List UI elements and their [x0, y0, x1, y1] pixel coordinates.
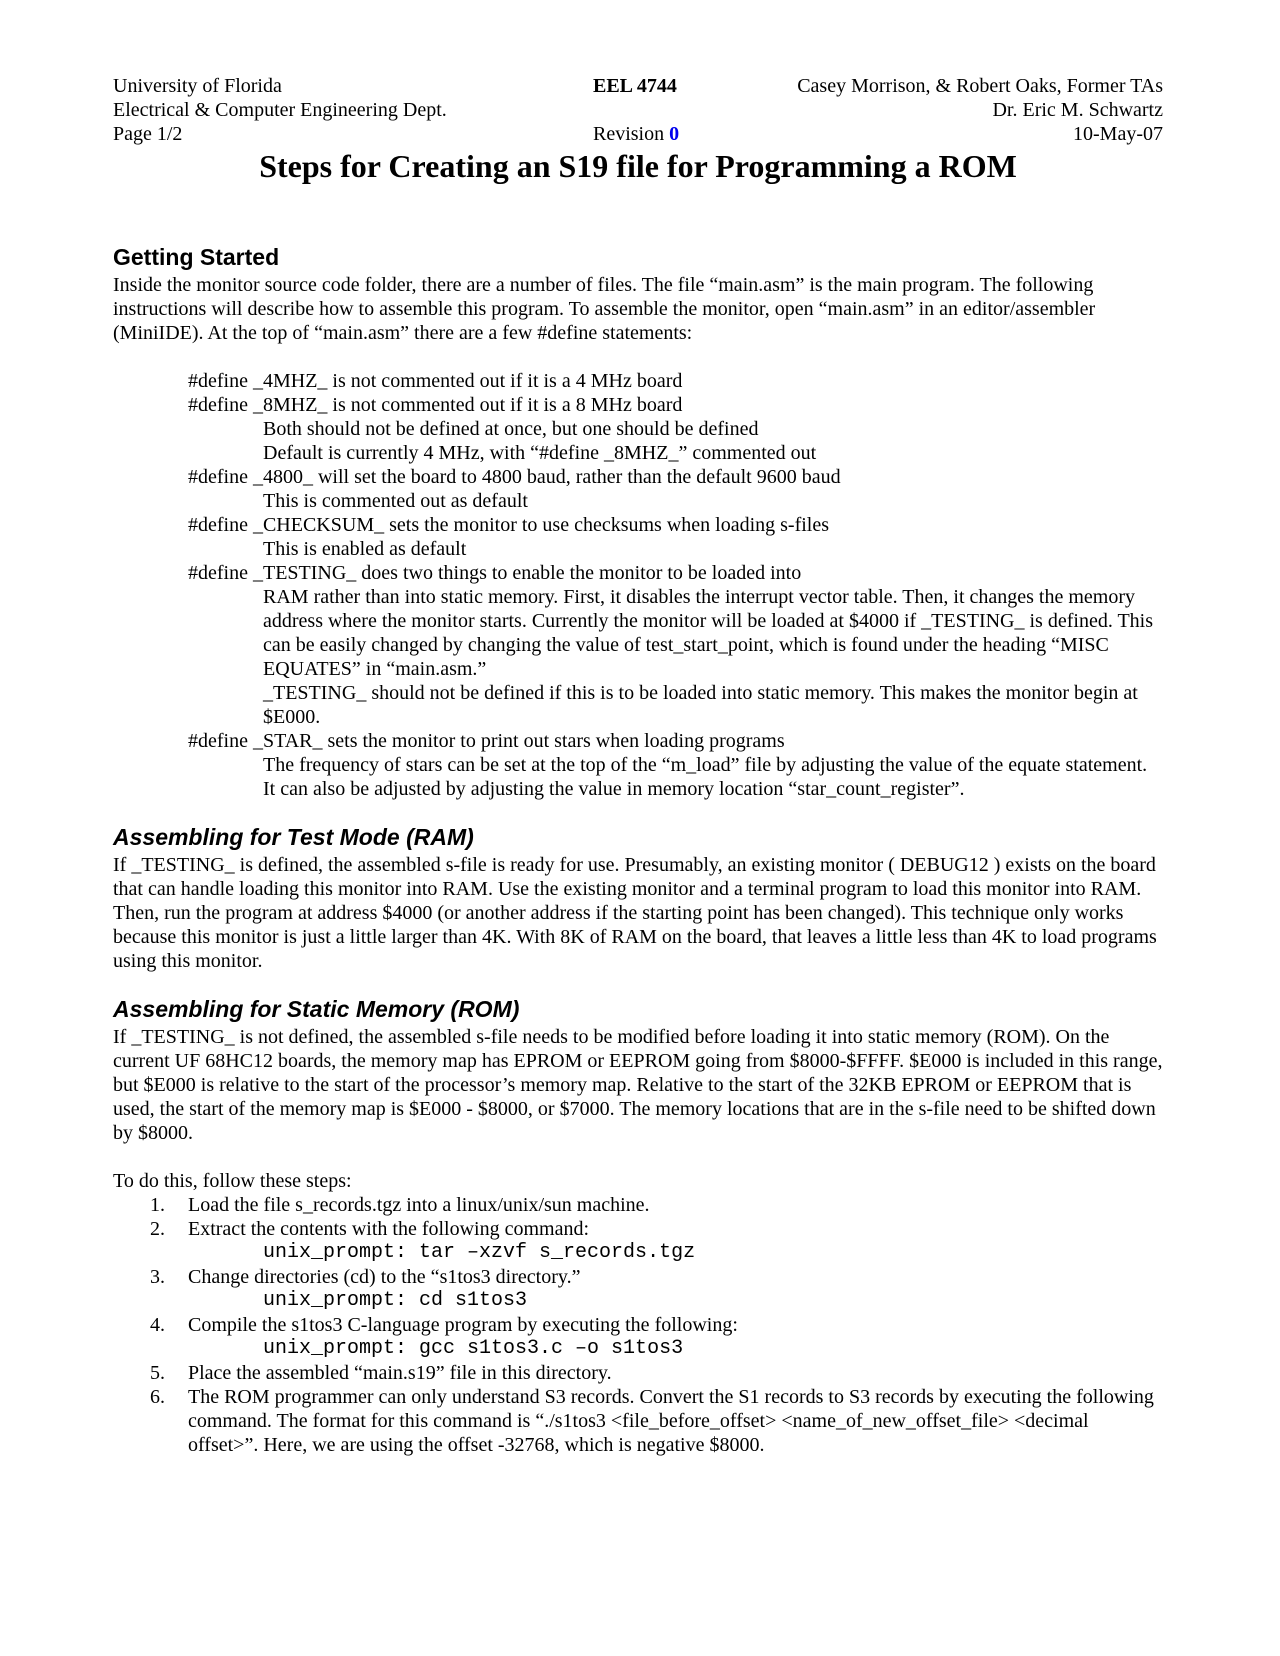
define-4800-note: This is commented out as default — [263, 490, 528, 512]
instructor: Dr. Eric M. Schwartz — [992, 99, 1163, 121]
step-6 — [150, 1385, 1163, 1457]
define-checksum-note: This is enabled as default — [263, 538, 467, 560]
step-number: 6. — [150, 1386, 165, 1408]
define-list — [188, 369, 1163, 801]
department: Electrical & Computer Engineering Dept. — [113, 99, 447, 121]
define-star: #define _STAR_ sets the monitor to print out stars when loading programs — [188, 730, 785, 752]
test-mode-paragraph: If _TESTING_ is defined, the assembled s-file is ready for use. Presumably, an existing monitor ( DEBUG12 ) exists on the board that can handle loading this monitor into RAM. Use the existing monitor and a terminal program to load this monitor into RAM. Then, run the program at address $4000 (or another address if the starting point has been changed). This technique only works because this monitor is just a little larger than 4K. With 8K of RAM on the board, that leaves a little less than 4K to load programs using this monitor. — [113, 854, 1157, 972]
step-3 — [150, 1265, 1163, 1313]
authors: Casey Morrison, & Robert Oaks, Former TAs — [797, 75, 1163, 97]
page-number: Page 1/2 — [113, 123, 183, 145]
define-checksum: #define _CHECKSUM_ sets the monitor to use checksums when loading s-files — [188, 514, 830, 536]
revision-number: 0 — [669, 123, 680, 145]
step-number: 2. — [150, 1218, 165, 1240]
step-text: Change directories (cd) to the “s1tos3 directory.” — [188, 1266, 581, 1288]
step-text: Extract the contents with the following command: — [188, 1218, 590, 1240]
command-gcc: unix_prompt: gcc s1tos3.c –o s1tos3 — [263, 1337, 684, 1360]
define-testing-note-2: _TESTING_ should not be defined if this is to be loaded into static memory. This makes the monitor begin at $E000. — [263, 682, 1138, 728]
section-heading-test-mode: Assembling for Test Mode (RAM) — [113, 824, 474, 850]
header-row-1 — [113, 74, 1163, 98]
step-5 — [150, 1361, 1163, 1385]
define-8mhz-note-1: Both should not be defined at once, but one should be defined — [263, 418, 759, 440]
define-8mhz-note-2: Default is currently 4 MHz, with “#define _8MHZ_” commented out — [263, 442, 817, 464]
course-code: EEL 4744 — [593, 75, 677, 97]
command-tar: unix_prompt: tar –xzvf s_records.tgz — [263, 1241, 696, 1264]
step-number: 4. — [150, 1314, 165, 1336]
step-number: 3. — [150, 1266, 165, 1288]
step-text: The ROM programmer can only understand S3 records. Convert the S1 records to S3 records by executing the following command. The format for this command is “./s1tos3 <file_before_offset> <name_of_new_offset_file> <decimal offset>”. Here, we are using the offset -32768, which is negative $8000. — [188, 1386, 1154, 1456]
section-heading-getting-started: Getting Started — [113, 244, 280, 270]
step-1 — [150, 1193, 1163, 1217]
step-2 — [150, 1217, 1163, 1265]
define-4mhz: #define _4MHZ_ is not commented out if it is a 4 MHz board — [188, 370, 683, 392]
step-text: Load the file s_records.tgz into a linux/unix/sun machine. — [188, 1194, 650, 1216]
page-title: Steps for Creating an S19 file for Programming a ROM — [259, 148, 1017, 184]
step-number: 1. — [150, 1194, 165, 1216]
header-row-2 — [113, 98, 1163, 122]
date: 10-May-07 — [1073, 123, 1163, 145]
define-testing: #define _TESTING_ does two things to enable the monitor to be loaded into — [188, 562, 802, 584]
steps-intro: To do this, follow these steps: — [113, 1170, 352, 1192]
intro-paragraph: Inside the monitor source code folder, there are a number of files. The file “main.asm” is the main program. The following instructions will describe how to assemble this program. To assemble the monitor, open “main.asm” in an editor/assembler (MiniIDE). At the top of “main.asm” there are a few #define statements: — [113, 274, 1096, 344]
section-heading-static-memory: Assembling for Static Memory (ROM) — [113, 996, 520, 1022]
header-row-3 — [113, 122, 1163, 146]
step-4 — [150, 1313, 1163, 1361]
static-memory-paragraph: If _TESTING_ is not defined, the assembled s-file needs to be modified before loading it into static memory (ROM). On the current UF 68HC12 boards, the memory map has EPROM or EEPROM going from $8000-$FFFF. $E000 is included in this range, but $E000 is relative to the start of the processor’s memory map. Relative to the start of the 32KB EPROM or EEPROM that is used, the start of the memory map is $E000 - $8000, or $7000. The memory locations that are in the s-file need to be shifted down by $8000. — [113, 1026, 1163, 1144]
document-page — [113, 74, 1163, 1457]
step-number: 5. — [150, 1362, 165, 1384]
define-testing-note-1: RAM rather than into static memory. First, it disables the interrupt vector table. Then, it changes the memory address where the monitor starts. Currently the monitor will be loaded at $4000 if _TESTING_ is defined. This can be easily changed by changing the value of test_start_point, which is found under the heading “MISC EQUATES” in “main.asm.” — [263, 586, 1154, 680]
step-text: Place the assembled “main.s19” file in this directory. — [188, 1362, 612, 1384]
steps-list — [113, 1193, 1163, 1457]
define-8mhz: #define _8MHZ_ is not commented out if it is a 8 MHz board — [188, 394, 683, 416]
command-cd: unix_prompt: cd s1tos3 — [263, 1289, 528, 1312]
revision — [593, 122, 679, 146]
university: University of Florida — [113, 75, 282, 97]
define-star-note: The frequency of stars can be set at the top of the “m_load” file by adjusting the value of the equate statement. It can also be adjusted by adjusting the value in memory location “star_count_register”. — [263, 754, 1148, 800]
step-text: Compile the s1tos3 C-language program by executing the following: — [188, 1314, 738, 1336]
define-4800: #define _4800_ will set the board to 4800 baud, rather than the default 9600 baud — [188, 466, 841, 488]
revision-label: Revision — [593, 123, 670, 145]
